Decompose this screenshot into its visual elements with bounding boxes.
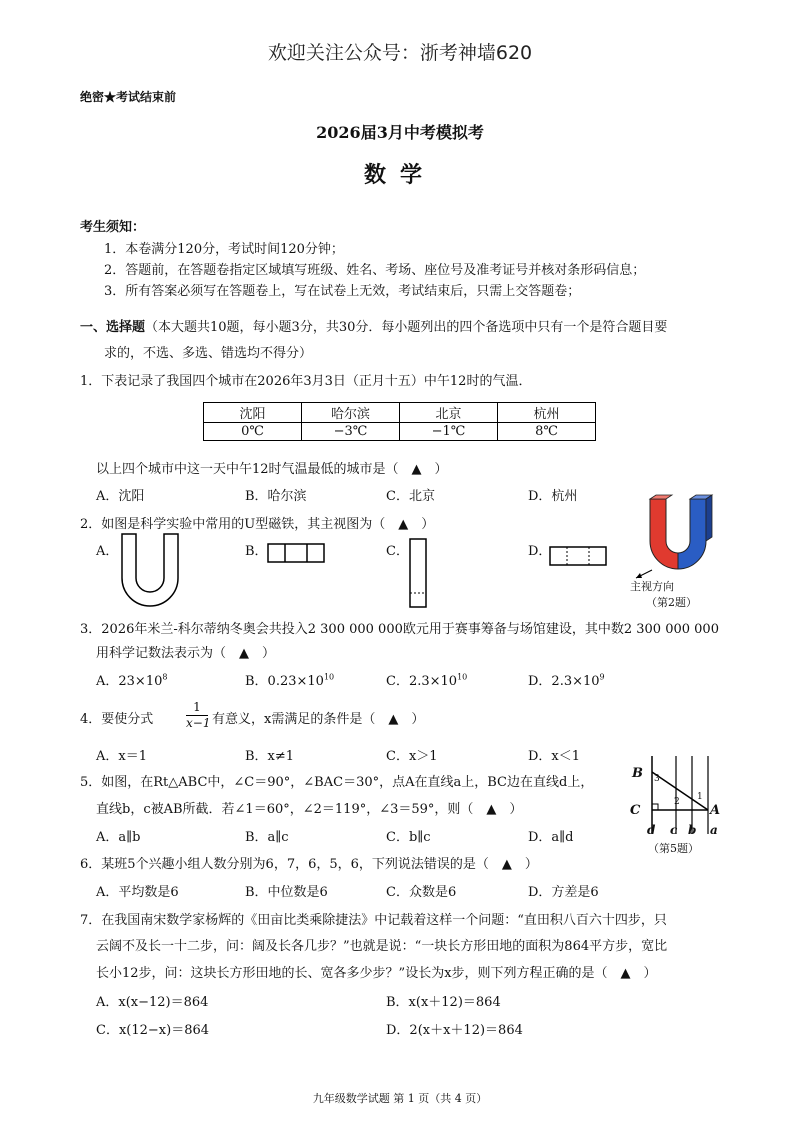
table-cell: 沈阳 xyxy=(204,403,302,423)
line-b-label: b xyxy=(688,823,697,837)
q2-option-d: D． xyxy=(528,544,552,559)
line-d-label: d xyxy=(647,823,656,837)
q5-stem-line1: 5．如图，在Rt△ABC中，∠C＝90°，∠BAC＝30°，点A在直线a上，BC边在直线d上， xyxy=(80,775,594,790)
q5-option-b: B．a∥c xyxy=(245,830,289,845)
angle-2-label: 2 xyxy=(674,797,680,807)
q7-stem-line3: 长小12步，问：这块长方形田地的长、宽各多少步？”设长为x步，则下列方程正确的是（ ▲ ） xyxy=(96,966,657,981)
table-cell: 杭州 xyxy=(498,403,596,423)
q1-stem: 1．下表记录了我国四个城市在2026年3月3日（正月十五）中午12时的气温． xyxy=(80,374,532,389)
q3-option-c xyxy=(386,670,467,689)
q4-fraction xyxy=(186,700,211,731)
q3-option-d-exp: 9 xyxy=(599,672,605,682)
q4-option-b: B．x≠1 xyxy=(245,749,295,764)
q3-option-b xyxy=(245,670,334,689)
header-note: 欢迎关注公众号：浙考神墙620 xyxy=(267,42,533,64)
line-c-label: c xyxy=(670,823,678,837)
q1-option-d: D．杭州 xyxy=(528,489,578,504)
q7-option-d: D．2(x＋x＋12)＝864 xyxy=(386,1023,523,1038)
table-row xyxy=(204,403,596,423)
q5-option-d: D．a∥d xyxy=(528,830,574,845)
point-c-label: C xyxy=(630,803,641,818)
u-shape-front-icon xyxy=(120,532,180,608)
q2-option-a: A． xyxy=(96,544,119,559)
point-a-label: A xyxy=(710,803,721,818)
temperature-table xyxy=(203,402,596,441)
table-cell: 8℃ xyxy=(498,423,596,441)
table-cell: −3℃ xyxy=(302,423,400,441)
section-desc-line2: 求的，不选、多选、错选均不得分） xyxy=(104,346,313,361)
angle-1-label: 1 xyxy=(697,792,703,802)
q1-question: 以上四个城市中这一天中午12时气温最低的城市是（ ▲ ） xyxy=(96,462,448,477)
q6-option-d: D．方差是6 xyxy=(528,885,599,900)
q4-option-a: A．x＝1 xyxy=(96,749,147,764)
section-heading xyxy=(80,316,667,335)
section-desc: （本大题共10题，每小题3分，共30分．每小题列出的四个备选项中只有一个是符合题目要 xyxy=(145,320,668,335)
q5-caption: （第5题） xyxy=(648,842,699,855)
dashed-rect-view-icon xyxy=(548,545,608,569)
q3-option-a-exp: 8 xyxy=(162,672,168,682)
q2-option-b: B． xyxy=(245,544,268,559)
q1-option-b: B．哈尔滨 xyxy=(245,489,307,504)
notice-item: 1．本卷满分120分，考试时间120分钟； xyxy=(104,242,344,257)
q6-stem: 6．某班5个兴趣小组人数分别为6，7，6，5，6，下列说法错误的是（ ▲ ） xyxy=(80,857,538,872)
section-label: 一、选择题 xyxy=(80,320,146,335)
q7-option-b: B．x(x＋12)＝864 xyxy=(386,995,501,1010)
q1-option-c: C．北京 xyxy=(386,489,435,504)
subject-title: 数学 xyxy=(363,162,436,188)
q7-option-c: C．x(12−x)＝864 xyxy=(96,1023,210,1038)
q7-option-a: A．x(x−12)＝864 xyxy=(96,995,209,1010)
q5-option-c: C．b∥c xyxy=(386,830,431,845)
q4-option-d: D．x＜1 xyxy=(528,749,581,764)
notice-heading: 考生须知： xyxy=(80,220,146,235)
q5-option-a: A．a∥b xyxy=(96,830,141,845)
notice-item: 2．答题前，在答题卷指定区域填写班级、姓名、考场、座位号及准考证号并核对条形码信息； xyxy=(104,263,646,278)
notice-item: 3．所有答案必须写在答题卷上，写在试卷上无效，考试结束后，只需上交答题卷； xyxy=(104,284,581,299)
point-b-label: B xyxy=(632,766,643,781)
tall-rect-view-icon xyxy=(408,537,430,611)
three-rect-view-icon xyxy=(266,542,326,566)
q2-option-c: C． xyxy=(386,544,409,559)
q2-stem: 2．如图是科学实验中常用的U型磁铁，其主视图为（ ▲ ） xyxy=(80,517,435,532)
q6-option-b: B．中位数是6 xyxy=(245,885,328,900)
q3-option-a xyxy=(96,670,167,689)
fraction-numerator: 1 xyxy=(186,700,208,716)
q3-option-c-exp: 10 xyxy=(457,672,468,682)
fraction-denominator: x−1 xyxy=(186,716,211,730)
u-magnet-icon xyxy=(638,493,718,573)
q4-stem-pre: 4．要使分式 xyxy=(80,712,154,727)
q3-option-c-base: C．2.3×10 xyxy=(386,674,458,689)
q3-option-b-base: B．0.23×10 xyxy=(245,674,324,689)
q3-stem-line1: 3．2026年米兰-科尔蒂纳冬奥会共投入2 300 000 000欧元用于赛事筹备与场馆建设，其中数2 300 000 000 xyxy=(80,622,719,637)
view-direction-label: 主视方向 xyxy=(630,580,674,593)
q3-stem-line2: 用科学记数法表示为（ ▲ ） xyxy=(96,646,275,661)
table-cell: −1℃ xyxy=(400,423,498,441)
q3-option-b-exp: 10 xyxy=(323,672,335,682)
q7-stem-line2: 云阔不及长一十二步，问：阔及长各几步？”也就是说：“一块长方形田地的面积为864平方步，宽比 xyxy=(96,939,668,954)
secret-label: 绝密★考试结束前 xyxy=(80,90,177,104)
q5-stem-line2: 直线b，c被AB所截．若∠1＝60°，∠2＝119°，∠3＝59°，则（ ▲ ） xyxy=(96,802,523,817)
q6-option-a: A．平均数是6 xyxy=(96,885,179,900)
q3-option-d xyxy=(528,670,605,689)
angle-3-label: 3 xyxy=(654,774,660,784)
page-footer: 九年级数学试题 第 1 页（共 4 页） xyxy=(312,1092,488,1105)
q6-option-c: C．众数是6 xyxy=(386,885,457,900)
q4-stem-post: 有意义，x需满足的条件是（ ▲ ） xyxy=(212,712,425,727)
q2-caption: （第2题） xyxy=(646,596,697,609)
q3-option-d-base: D．2.3×10 xyxy=(528,674,600,689)
q7-stem-line1: 7．在我国南宋数学家杨辉的《田亩比类乘除捷法》中记载着这样一个问题：“直田积八百六十四步，只 xyxy=(80,913,667,928)
q4-option-c: C．x＞1 xyxy=(386,749,438,764)
table-cell: 0℃ xyxy=(204,423,302,441)
table-row xyxy=(204,423,596,441)
q3-option-a-base: A．23×10 xyxy=(96,674,163,689)
q1-option-a: A．沈阳 xyxy=(96,489,145,504)
line-a-label: a xyxy=(710,823,718,837)
table-cell: 哈尔滨 xyxy=(302,403,400,423)
exam-title: 2026届3月中考模拟考 xyxy=(316,123,484,142)
table-cell: 北京 xyxy=(400,403,498,423)
